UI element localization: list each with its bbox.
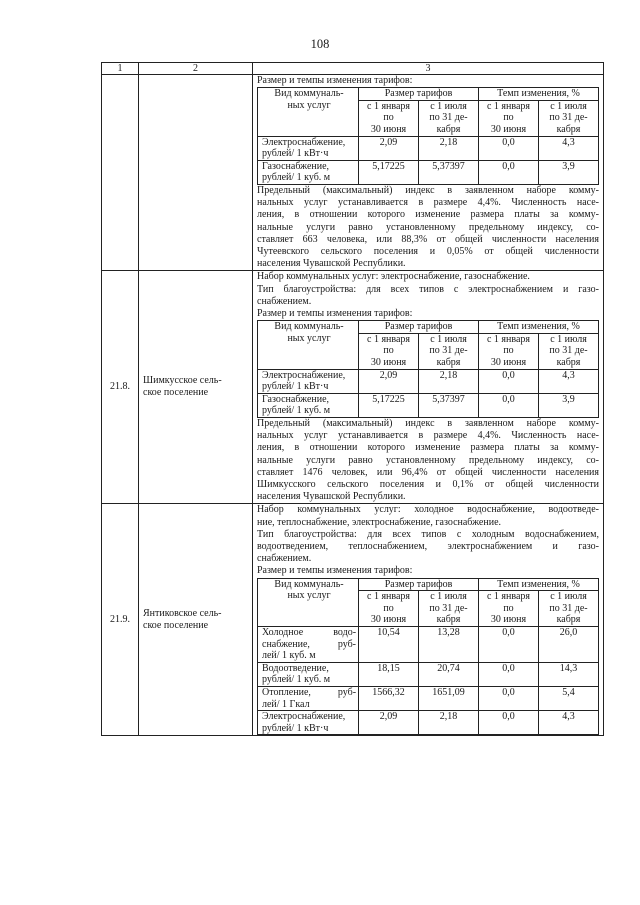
service-name (258, 711, 359, 735)
tariff-row (258, 711, 599, 735)
limit-index-text-line: населения Чувашской Республики. (257, 491, 406, 503)
service-name-line: рублей/ 1 куб. м (262, 674, 331, 686)
period-header (419, 100, 479, 136)
change-value: 0,0 (479, 711, 539, 735)
tariff-value: 2,18 (419, 369, 479, 393)
intro-text-line: ние, теплоснабжение, электроснабжение, газоснабжение. (257, 516, 502, 528)
service-name (258, 662, 359, 686)
settlement-name-line: Янтиковское сель- (143, 607, 222, 619)
tariff-value: 20,74 (419, 662, 479, 686)
tariff-header-row (258, 578, 599, 591)
tariff-value: 2,09 (359, 136, 419, 160)
tariff-value: 2,18 (419, 711, 479, 735)
limit-index-text-line: Предельный (максимальный) индекс в заявленном наборе комму- (257, 417, 599, 429)
period-header-line: кабря (556, 123, 581, 135)
change-value: 0,0 (479, 626, 539, 662)
period-header-line: по 31 де- (429, 602, 468, 614)
tariff-value: 5,17225 (359, 393, 419, 417)
service-name-line: Газоснабжение, (262, 160, 330, 172)
intro-text-line: Набор коммунальных услуг: электроснабжение, газоснабжение. (257, 271, 530, 283)
column-number: 3 (253, 63, 604, 75)
tariff-row (258, 393, 599, 417)
change-value: 5,4 (538, 686, 598, 710)
period-header (538, 333, 598, 369)
period-header-line: с 1 января (367, 333, 411, 345)
limit-index-text-line: нальных услуг устанавливается в размере 4,4%. Численность насе- (257, 430, 599, 442)
service-name-line: рублей/ 1 кВт·ч (262, 381, 329, 393)
service-name (258, 369, 359, 393)
period-header-line: с 1 января (367, 100, 411, 112)
tariff-value: 18,15 (359, 662, 419, 686)
settlement-name-line: ское поселение (143, 619, 209, 631)
change-value: 0,0 (479, 136, 539, 160)
change-rate-header: Темп изменения, % (479, 88, 599, 101)
period-header-line: по (503, 345, 514, 357)
period-header (419, 333, 479, 369)
period-header (359, 333, 419, 369)
period-header-line: с 1 января (486, 100, 530, 112)
tariff-size-header: Размер тарифов (359, 321, 479, 334)
tariff-size-header: Размер тарифов (359, 88, 479, 101)
intro-text-line: Размер и темпы изменения тарифов: (257, 75, 413, 86)
period-header-line: 30 июня (370, 614, 407, 626)
period-header-line: кабря (436, 123, 461, 135)
intro-text-line: водоотведением, теплоснабжением, электроснабжением и газо- (257, 540, 599, 552)
limit-index-text-line: Предельный (максимальный) индекс в заявленном наборе комму- (257, 184, 599, 196)
service-name (258, 136, 359, 160)
change-value: 3,9 (538, 160, 598, 184)
change-value: 0,0 (479, 393, 539, 417)
column-number-row (102, 63, 604, 75)
period-header-line: с 1 июля (430, 100, 467, 112)
change-rate-header: Темп изменения, % (479, 321, 599, 334)
tariff-table (257, 87, 599, 185)
intro-text-line: Тип благоустройства: для всех типов с электроснабжением и газо- (257, 283, 599, 295)
period-header-line: по 31 де- (429, 112, 468, 124)
period-header-line: с 1 июля (550, 100, 587, 112)
service-name-line: лей/ 1 Гкал (262, 698, 310, 710)
period-header-line: 30 июня (490, 356, 527, 368)
service-name-line: Водоотведение, (262, 662, 329, 674)
settlement-name (139, 271, 253, 504)
intro-text-line: Размер и темпы изменения тарифов: (257, 307, 413, 319)
period-header-line: по (383, 112, 394, 124)
service-name-line: Холодное водо- (262, 626, 357, 638)
period-header-line: с 1 января (367, 591, 411, 603)
settlement-name-line: ское поселение (143, 387, 209, 399)
service-name (258, 686, 359, 710)
period-header (479, 100, 539, 136)
service-type-header-line: Вид коммуналь- (274, 88, 344, 100)
period-header-line: 30 июня (370, 123, 407, 135)
service-name-line: рублей/ 1 кВт·ч (262, 148, 329, 160)
period-header-line: по (383, 345, 394, 357)
period-header-line: по (503, 602, 514, 614)
change-value: 0,0 (479, 686, 539, 710)
limit-index-text-line: нальных услуг устанавливается в размере 4,4%. Численность насе- (257, 197, 599, 209)
period-header-line: 30 июня (490, 123, 527, 135)
period-header-line: кабря (436, 356, 461, 368)
period-header-line: с 1 января (486, 333, 530, 345)
section-number (102, 75, 139, 271)
period-header-line: по (383, 602, 394, 614)
change-value: 4,3 (538, 136, 598, 160)
service-type-header (258, 321, 359, 369)
section-number: 21.9. (102, 504, 139, 736)
tariff-row (258, 662, 599, 686)
period-header-line: по 31 де- (549, 602, 588, 614)
tariff-value: 13,28 (419, 626, 479, 662)
period-header-line: 30 июня (370, 356, 407, 368)
period-header (479, 333, 539, 369)
service-type-header-line: ных услуг (287, 99, 331, 111)
tariff-value: 1566,32 (359, 686, 419, 710)
tariff-header-row (258, 321, 599, 334)
tariff-value: 2,09 (359, 711, 419, 735)
change-value: 0,0 (479, 662, 539, 686)
period-header-line: по 31 де- (549, 345, 588, 357)
service-name-line: Электроснабжение, (262, 369, 346, 381)
intro-text-line: Набор коммунальных услуг: холодное водоснабжение, водоотведе- (257, 504, 599, 516)
intro-text-line: снабжением. (257, 295, 312, 307)
limit-index-text-line: населения Чувашской Республики. (257, 258, 406, 270)
service-type-header-line: ных услуг (287, 332, 331, 344)
period-header (359, 100, 419, 136)
limit-index-text-line: ления, в отношении которого изменение размера платы за комму- (257, 442, 599, 454)
service-name-line: Электроснабжение, (262, 136, 346, 148)
limit-index-text-line: Шимкусского сельского поселения и 0,1% от общей численности (257, 478, 599, 490)
service-type-header (258, 88, 359, 136)
tariff-value: 5,37397 (419, 160, 479, 184)
service-name-line: рублей/ 1 куб. м (262, 172, 331, 184)
period-header (359, 591, 419, 627)
change-value: 0,0 (479, 369, 539, 393)
tariff-value: 2,18 (419, 136, 479, 160)
settlement-name (139, 504, 253, 736)
change-value: 3,9 (538, 393, 598, 417)
period-header-line: 30 июня (490, 614, 527, 626)
tariff-size-header: Размер тарифов (359, 578, 479, 591)
service-name-line: снабжение, руб- (262, 638, 357, 650)
period-header-line: по (503, 112, 514, 124)
tariff-row (258, 626, 599, 662)
limit-index-text-line: ставляет 663 человека, или 88,3% от общей численности населения (257, 233, 599, 245)
change-rate-header: Темп изменения, % (479, 578, 599, 591)
tariff-row (258, 160, 599, 184)
service-name-line: рублей/ 1 куб. м (262, 405, 331, 417)
change-value: 4,3 (538, 369, 598, 393)
period-header (479, 591, 539, 627)
section-content (253, 271, 604, 504)
section-content (253, 504, 604, 736)
service-name-line: Электроснабжение, (262, 711, 346, 723)
service-type-header-line: Вид коммуналь- (274, 578, 344, 590)
settlement-name (139, 75, 253, 271)
period-header (419, 591, 479, 627)
tariff-row (258, 686, 599, 710)
change-value: 14,3 (538, 662, 598, 686)
service-name-line: лей/ 1 куб. м (262, 650, 316, 662)
period-header (538, 100, 598, 136)
tariff-document-table (101, 62, 604, 736)
tariff-row (258, 136, 599, 160)
tariff-value: 5,17225 (359, 160, 419, 184)
section-row (102, 504, 604, 736)
settlement-name-line: Шимкусское сель- (143, 375, 222, 387)
column-number: 1 (102, 63, 139, 75)
intro-text-line: Размер и темпы изменения тарифов: (257, 565, 413, 577)
service-name-line: Газоснабжение, (262, 393, 330, 405)
change-value: 26,0 (538, 626, 598, 662)
service-name (258, 393, 359, 417)
period-header-line: с 1 июля (550, 591, 587, 603)
period-header-line: кабря (556, 614, 581, 626)
tariff-value: 10,54 (359, 626, 419, 662)
period-header (538, 591, 598, 627)
tariff-header-row (258, 88, 599, 101)
limit-index-text-line: Чутеевского сельского поселения и 0,05% от общей численности (257, 245, 599, 257)
section-row (102, 75, 604, 271)
service-name (258, 160, 359, 184)
tariff-value: 5,37397 (419, 393, 479, 417)
section-row (102, 271, 604, 504)
tariff-table (257, 320, 599, 418)
intro-text-line: снабжением. (257, 553, 312, 565)
period-header-line: с 1 июля (430, 333, 467, 345)
column-number: 2 (139, 63, 253, 75)
service-type-header-line: Вид коммуналь- (274, 321, 344, 333)
limit-index-text-line: ления, в отношении которого изменение размера платы за комму- (257, 209, 599, 221)
service-name-line: рублей/ 1 кВт·ч (262, 722, 329, 734)
service-type-header-line: ных услуг (287, 590, 331, 602)
limit-index-text-line: нальные услуги равно установленному предельному индексу, со- (257, 454, 599, 466)
period-header-line: по 31 де- (429, 345, 468, 357)
intro-text-line: Тип благоустройства: для всех типов с холодным водоснабжением, (257, 528, 599, 540)
service-type-header (258, 578, 359, 626)
change-value: 4,3 (538, 711, 598, 735)
period-header-line: с 1 января (486, 591, 530, 603)
section-content (253, 75, 604, 271)
tariff-table (257, 578, 599, 736)
tariff-value: 1651,09 (419, 686, 479, 710)
change-value: 0,0 (479, 160, 539, 184)
service-name-line: Отопление, руб- (262, 686, 357, 698)
limit-index-text-line: ставляет 1476 человек, или 96,4% от общей численности населения (257, 466, 599, 478)
period-header-line: кабря (556, 356, 581, 368)
service-name (258, 626, 359, 662)
limit-index-text-line: нальные услуги равно установленному предельному индексу, со- (257, 221, 599, 233)
tariff-value: 2,09 (359, 369, 419, 393)
section-number: 21.8. (102, 271, 139, 504)
period-header-line: с 1 июля (550, 333, 587, 345)
tariff-row (258, 369, 599, 393)
page-number: 108 (310, 37, 330, 51)
period-header-line: кабря (436, 614, 461, 626)
period-header-line: по 31 де- (549, 112, 588, 124)
period-header-line: с 1 июля (430, 591, 467, 603)
